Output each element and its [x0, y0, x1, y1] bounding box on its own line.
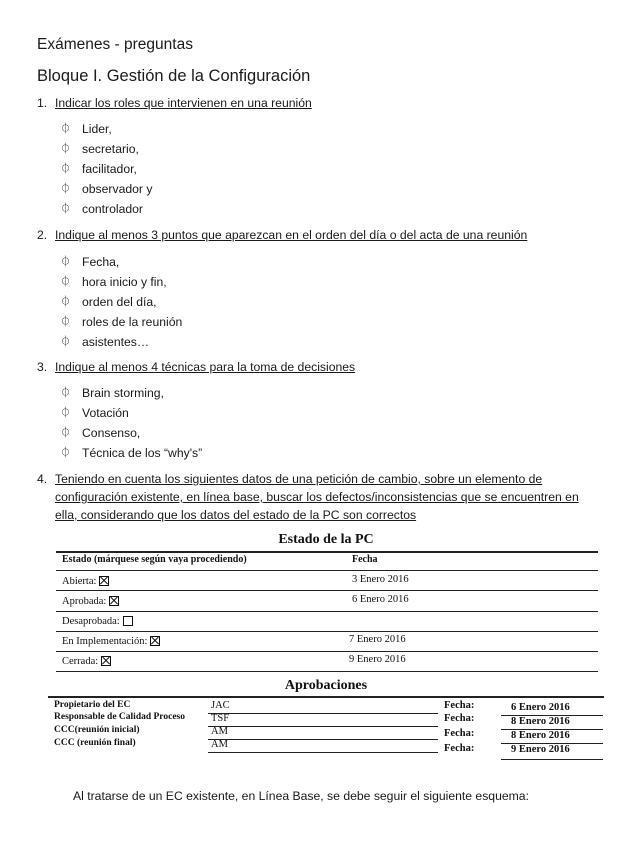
estado-column-header: Estado (márquese según vaya procediendo) — [62, 554, 247, 565]
bullet-icon: ⏀ — [60, 163, 71, 175]
bullet-icon: ⏀ — [60, 387, 71, 399]
divider — [208, 726, 438, 727]
list-item: ⏀ hora inicio y fin, — [60, 272, 182, 292]
change-request-form — [46, 532, 606, 764]
bullet-icon: ⏀ — [60, 143, 71, 155]
approval-name: TSF — [211, 713, 230, 724]
approval-date: 9 Enero 2016 — [511, 744, 570, 755]
table-row: En Implementación: — [62, 636, 160, 647]
approval-role: CCC(reunión inicial) — [54, 725, 140, 735]
footer-paragraph: Al tratarse de un EC existente, en Línea Base, se debe seguir el siguiente esquema: — [73, 789, 529, 803]
bullet-icon: ⏀ — [60, 276, 71, 288]
question-number: 1. — [37, 96, 48, 110]
divider — [56, 631, 598, 632]
divider — [56, 590, 598, 591]
approval-role: CCC (reunión final) — [54, 738, 136, 748]
question-text: Indique al menos 4 técnicas para la toma de decisiones — [55, 360, 356, 374]
table-row: Desaprobada: — [62, 616, 133, 627]
question-text: Teniendo en cuenta los siguientes datos de una petición de cambio, sobre un elemento de configuración existente, en línea base, buscar los defectos/inconsistencias que se encuentren en ella, considerando que los datos del estado de la PC son correctos — [55, 472, 579, 522]
fecha-label: Fecha: — [444, 743, 475, 754]
approval-name: JAC — [211, 700, 230, 711]
divider — [208, 713, 438, 714]
checkbox-checked-icon — [109, 596, 119, 606]
bullet-icon: ⏀ — [60, 407, 71, 419]
divider — [208, 752, 438, 753]
table-row: Aprobada: — [62, 596, 119, 607]
block-title: Bloque I. Gestión de la Configuración — [37, 67, 311, 85]
question-number: 3. — [37, 360, 48, 374]
answer-list-1 — [60, 119, 152, 219]
checkbox-empty-icon — [123, 616, 133, 626]
row-date: 6 Enero 2016 — [352, 594, 409, 605]
list-item: ⏀ Consenso, — [60, 423, 202, 443]
approval-name: AM — [211, 739, 228, 750]
answer-list-2 — [60, 252, 182, 352]
list-item: ⏀ controlador — [60, 199, 152, 219]
question-text: Indique al menos 3 puntos que aparezcan en el orden del día o del acta de una reunión — [55, 228, 528, 242]
divider — [56, 671, 598, 672]
aprobaciones-title: Aprobaciones — [284, 678, 368, 693]
bullet-icon: ⏀ — [60, 203, 71, 215]
table-row: Cerrada: — [62, 656, 111, 667]
checkbox-checked-icon — [99, 576, 109, 586]
bullet-icon: ⏀ — [60, 336, 71, 348]
question-text: Indicar los roles que intervienen en una reunión — [55, 96, 312, 110]
divider — [56, 611, 598, 612]
list-item: ⏀ Brain storming, — [60, 383, 202, 403]
list-item: ⏀ observador y — [60, 179, 152, 199]
approval-name: AM — [211, 726, 228, 737]
list-item: ⏀ facilitador, — [60, 159, 152, 179]
approval-date: 6 Enero 2016 — [511, 702, 570, 713]
list-item: ⏀ Fecha, — [60, 252, 182, 272]
question-3 — [37, 358, 577, 376]
fecha-column-header: Fecha — [352, 554, 378, 565]
question-number: 4. — [37, 472, 48, 486]
divider — [56, 651, 598, 652]
approval-role: Propietario del EC — [54, 700, 131, 710]
divider — [56, 551, 598, 553]
fecha-label: Fecha: — [444, 728, 475, 739]
fecha-label: Fecha: — [444, 700, 475, 711]
list-item: ⏀ Lider, — [60, 119, 152, 139]
list-item: ⏀ orden del día, — [60, 292, 182, 312]
divider — [56, 570, 598, 571]
bullet-icon: ⏀ — [60, 447, 71, 459]
checkbox-checked-icon — [101, 656, 111, 666]
question-4 — [37, 470, 587, 524]
list-item: ⏀ secretario, — [60, 139, 152, 159]
page-title: Exámenes - preguntas — [37, 36, 193, 53]
bullet-icon: ⏀ — [60, 316, 71, 328]
bullet-icon: ⏀ — [60, 427, 71, 439]
list-item: ⏀ Votación — [60, 403, 202, 423]
divider — [208, 739, 438, 740]
list-item: ⏀ Técnica de los “why's” — [60, 443, 202, 463]
question-1 — [37, 94, 577, 112]
divider — [501, 759, 603, 760]
answer-list-3 — [60, 383, 202, 463]
approval-date: 8 Enero 2016 — [511, 716, 570, 727]
row-date: 3 Enero 2016 — [352, 574, 409, 585]
approval-date: 8 Enero 2016 — [511, 730, 570, 741]
bullet-icon: ⏀ — [60, 123, 71, 135]
checkbox-checked-icon — [150, 636, 160, 646]
fecha-label: Fecha: — [444, 713, 475, 724]
question-2 — [37, 226, 577, 244]
row-date: 9 Enero 2016 — [349, 654, 406, 665]
question-number: 2. — [37, 228, 48, 242]
bullet-icon: ⏀ — [60, 296, 71, 308]
bullet-icon: ⏀ — [60, 183, 71, 195]
bullet-icon: ⏀ — [60, 256, 71, 268]
row-date: 7 Enero 2016 — [349, 634, 406, 645]
estado-title: Estado de la PC — [278, 532, 374, 547]
table-row: Abierta: — [62, 576, 109, 587]
approval-role: Responsable de Calidad Proceso — [54, 712, 185, 722]
list-item: ⏀ roles de la reunión — [60, 312, 182, 332]
divider — [48, 696, 604, 698]
list-item: ⏀ asistentes… — [60, 332, 182, 352]
